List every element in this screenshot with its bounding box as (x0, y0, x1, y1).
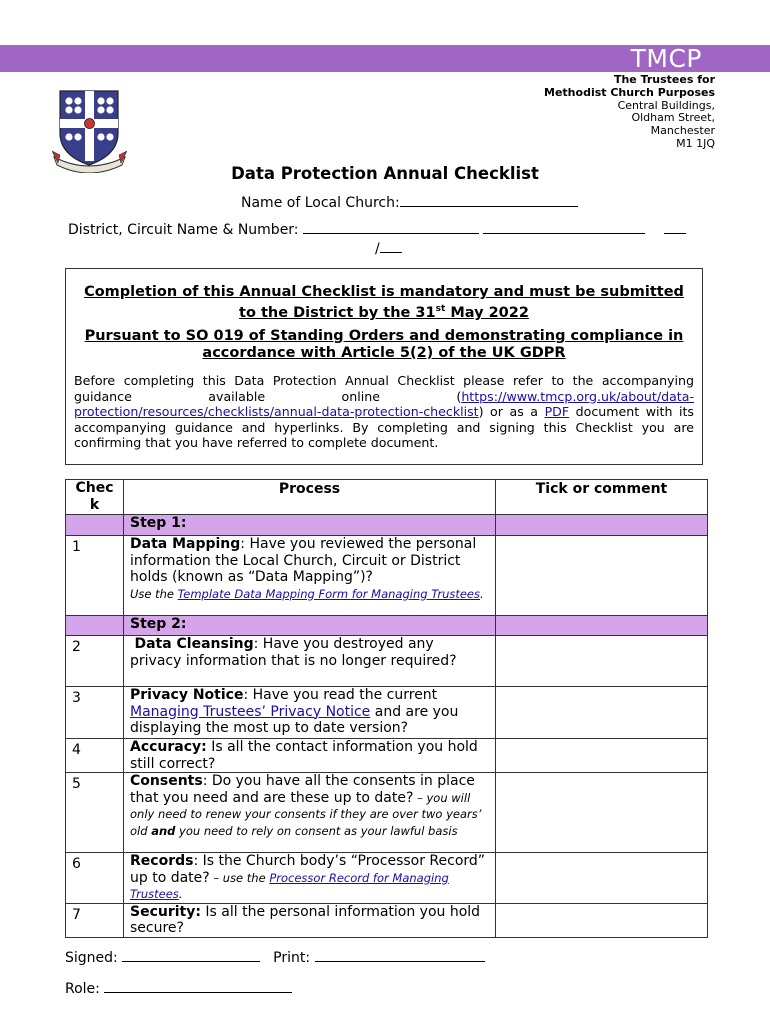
processor-record-link[interactable]: Processor Record for Managing Trustees (130, 870, 449, 901)
table-row (66, 739, 708, 773)
row-number: 1 (66, 536, 124, 616)
signed-label: Signed: (65, 950, 118, 966)
row-number: 4 (66, 739, 124, 773)
address-line: Central Buildings, (617, 98, 715, 112)
column-header-process: Process (124, 480, 496, 515)
process-cell: Data Mapping: Have you reviewed the personal information the Local Church, Circuit or District holds (known as “Data Mapping”)? Use the Template Data Mapping Form for Managing Trustees. (124, 536, 496, 616)
table-row (66, 773, 708, 853)
signed-blank[interactable] (122, 947, 260, 962)
district-blank[interactable] (303, 219, 479, 234)
process-cell: Data Cleansing: Have you destroyed any privacy information that is no longer required? (124, 636, 496, 687)
slash-separator: / (375, 241, 380, 257)
church-name-blank[interactable] (400, 192, 578, 207)
address-line: The Trustees for (613, 73, 715, 86)
role-field[interactable] (65, 978, 292, 997)
number-suffix-blank[interactable] (380, 238, 402, 253)
column-header-check: Chec k (66, 480, 124, 515)
tick-comment-cell[interactable] (496, 687, 708, 739)
tick-comment-cell[interactable] (496, 903, 708, 937)
process-cell: Records: Is the Church body’s “Processor Record” up to date? – use the Processor Record for Managing Trustees. (124, 853, 496, 904)
step-cell (496, 515, 708, 536)
church-name-label: Name of Local Church: (241, 195, 400, 211)
church-name-field[interactable] (241, 192, 578, 211)
column-header-tick: Tick or comment (496, 480, 708, 515)
table-row (66, 853, 708, 904)
step-1-label: Step 1: (124, 515, 496, 536)
address-line: M1 1JQ (676, 136, 715, 150)
brand-name: TMCP (630, 44, 702, 73)
pdf-link[interactable]: PDF (544, 404, 570, 420)
notice-box (65, 268, 703, 465)
process-cell: Security: Is all the personal information you hold secure? (124, 903, 496, 937)
district-number-continuation (375, 238, 402, 257)
district-label: District, Circuit Name & Number: (68, 222, 299, 238)
church-crest-logo (52, 85, 127, 173)
step-cell (66, 616, 124, 636)
row-number: 5 (66, 773, 124, 853)
tick-comment-cell[interactable] (496, 739, 708, 773)
address-line: Methodist Church Purposes (544, 85, 715, 99)
number-blank[interactable] (664, 219, 686, 234)
tick-comment-cell[interactable] (496, 636, 708, 687)
table-row (66, 536, 708, 616)
address-line: Manchester (650, 124, 715, 138)
tick-comment-cell[interactable] (496, 773, 708, 853)
checklist-table (65, 479, 708, 938)
guidance-link[interactable]: https://www.tmcp.org.uk/about/data-protection/resources/checklists/annual-data-protection-checklist (74, 388, 694, 420)
role-label: Role: (65, 981, 100, 997)
notice-body: Before completing this Data Protection Annual Checklist please refer to the accompanying guidance available online (https://www.tmcp.org.uk/about/data-protection/resources/checklists/annual-data-protection-checklist) or as a PDF document with its accompanying guidance and hyperlinks. By completing and signing this Checklist you are confirming that you have referred to complete document. (74, 373, 694, 451)
signed-field[interactable] (65, 947, 485, 966)
step-2-label: Step 2: (124, 616, 496, 636)
tick-comment-cell[interactable] (496, 536, 708, 616)
document-title: Data Protection Annual Checklist (231, 164, 539, 183)
table-row (66, 636, 708, 687)
notice-heading-pursuant: Pursuant to SO 019 of Standing Orders and demonstrating compliance in accordance with Article 5(2) of the UK GDPR (84, 328, 684, 361)
tick-comment-cell[interactable] (496, 853, 708, 904)
privacy-notice-link[interactable]: Managing Trustees’ Privacy Notice (130, 703, 371, 720)
process-cell: Consents: Do you have all the consents in place that you need and are these up to date? – you will only need to renew your consents if they are over two years’ old and you need to rely on consent as your lawful basis (124, 773, 496, 853)
print-label: Print: (273, 950, 311, 966)
row-number: 2 (66, 636, 124, 687)
header-banner (0, 45, 770, 72)
step-cell (496, 616, 708, 636)
process-cell: Accuracy: Is all the contact information you hold still correct? (124, 739, 496, 773)
circuit-blank[interactable] (483, 219, 645, 234)
process-cell: Privacy Notice: Have you read the current Managing Trustees’ Privacy Notice and are you displaying the most up to date version? (124, 687, 496, 739)
role-blank[interactable] (104, 978, 292, 993)
address-line: Oldham Street, (631, 111, 715, 125)
trustee-address (544, 74, 715, 151)
notice-heading-deadline: Completion of this Annual Checklist is mandatory and must be submitted to the District by the 31st May 2022 (84, 284, 684, 321)
print-blank[interactable] (315, 947, 485, 962)
table-row (66, 687, 708, 739)
step-cell (66, 515, 124, 536)
table-row (66, 903, 708, 937)
row-number: 3 (66, 687, 124, 739)
data-mapping-form-link[interactable]: Template Data Mapping Form for Managing Trustees (177, 586, 480, 601)
row-number: 7 (66, 903, 124, 937)
district-field[interactable] (68, 219, 718, 238)
row-number: 6 (66, 853, 124, 904)
